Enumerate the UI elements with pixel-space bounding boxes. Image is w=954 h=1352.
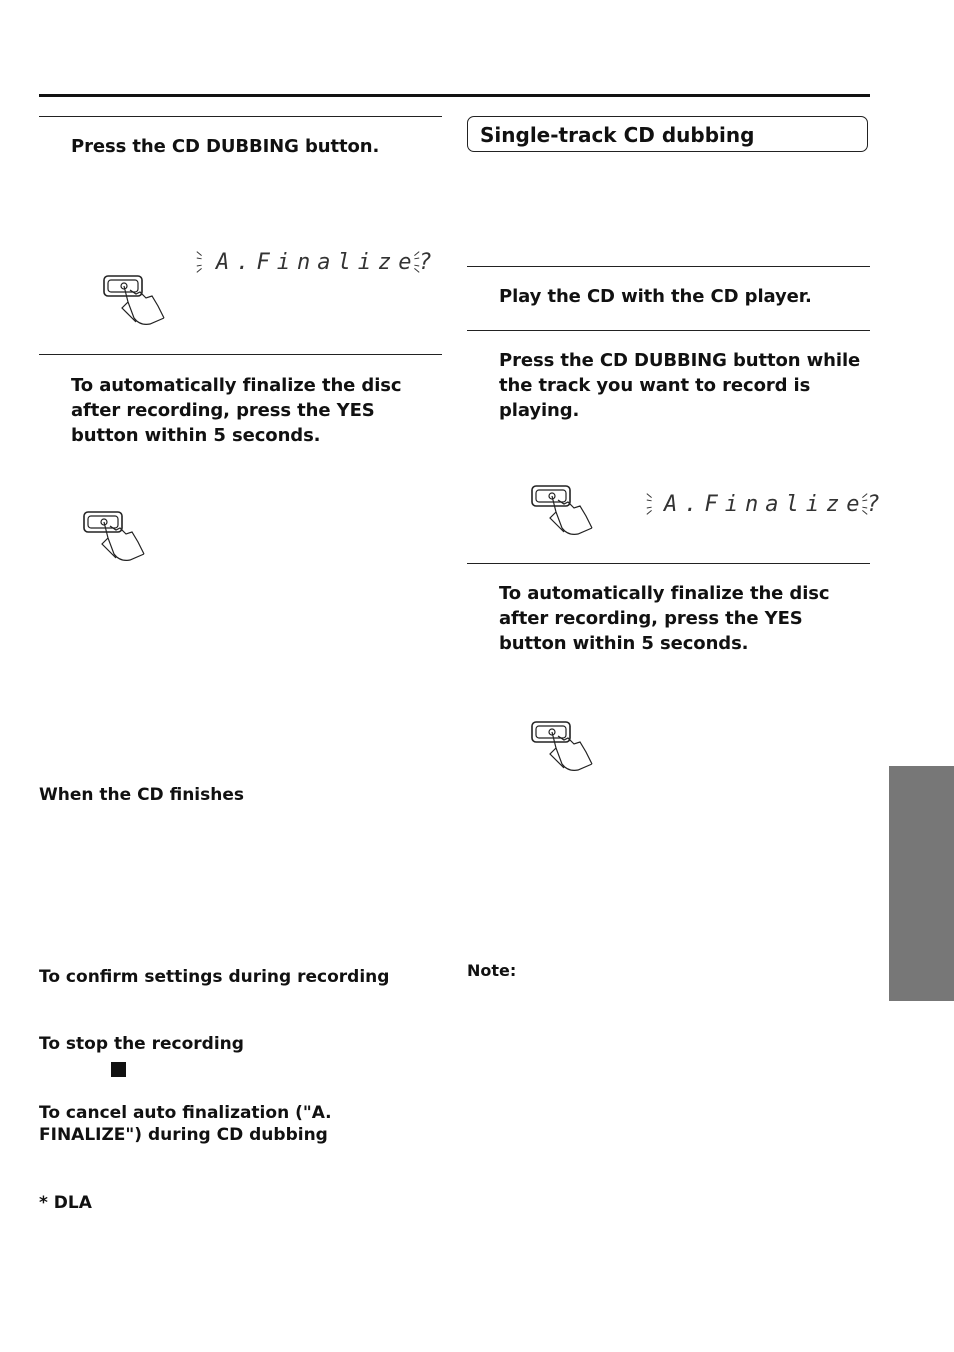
footnote: * DLA [39, 1193, 92, 1213]
step-divider [467, 330, 870, 331]
lcd-display [196, 248, 439, 280]
hand-press-button-icon [80, 508, 152, 564]
sub-heading: To confirm settings during recording [39, 967, 390, 987]
blink-marks-icon [196, 248, 204, 276]
step-divider [39, 116, 442, 117]
blink-marks-icon [860, 490, 868, 518]
sub-heading: To stop the recording [39, 1034, 244, 1054]
hand-press-button-icon [528, 482, 600, 538]
lcd-text: A.Finalize? [664, 492, 887, 517]
lcd-text: A.Finalize? [216, 250, 439, 275]
section-title: Single-track CD dubbing [480, 123, 755, 147]
step-divider [467, 563, 870, 564]
sub-heading: When the CD finishes [39, 785, 244, 805]
blink-marks-icon [412, 248, 420, 276]
blink-marks-icon [646, 490, 654, 518]
right-step-2: Press the CD DUBBING button while the track you want to record is playing. [499, 350, 861, 421]
right-step-3: To automatically finalize the disc after recording, press the YES button within 5 seconds. [499, 583, 830, 654]
right-step-1: Play the CD with the CD player. [499, 286, 812, 307]
sub-heading: To cancel auto finalization ("A. FINALIZE") during CD dubbing [39, 1103, 332, 1145]
note-label: Note: [467, 961, 517, 980]
top-rule [39, 94, 870, 97]
step-divider [467, 266, 870, 267]
left-step-1: Press the CD DUBBING button. [71, 136, 380, 157]
hand-press-button-icon [528, 718, 600, 774]
stop-square-icon [111, 1062, 126, 1077]
section-title-box [467, 116, 868, 152]
left-step-2: To automatically finalize the disc after recording, press the YES button within 5 seconds. [71, 375, 402, 446]
step-divider [39, 354, 442, 355]
hand-press-button-icon [100, 272, 172, 328]
lcd-display [646, 490, 887, 522]
side-tab [889, 766, 954, 1001]
